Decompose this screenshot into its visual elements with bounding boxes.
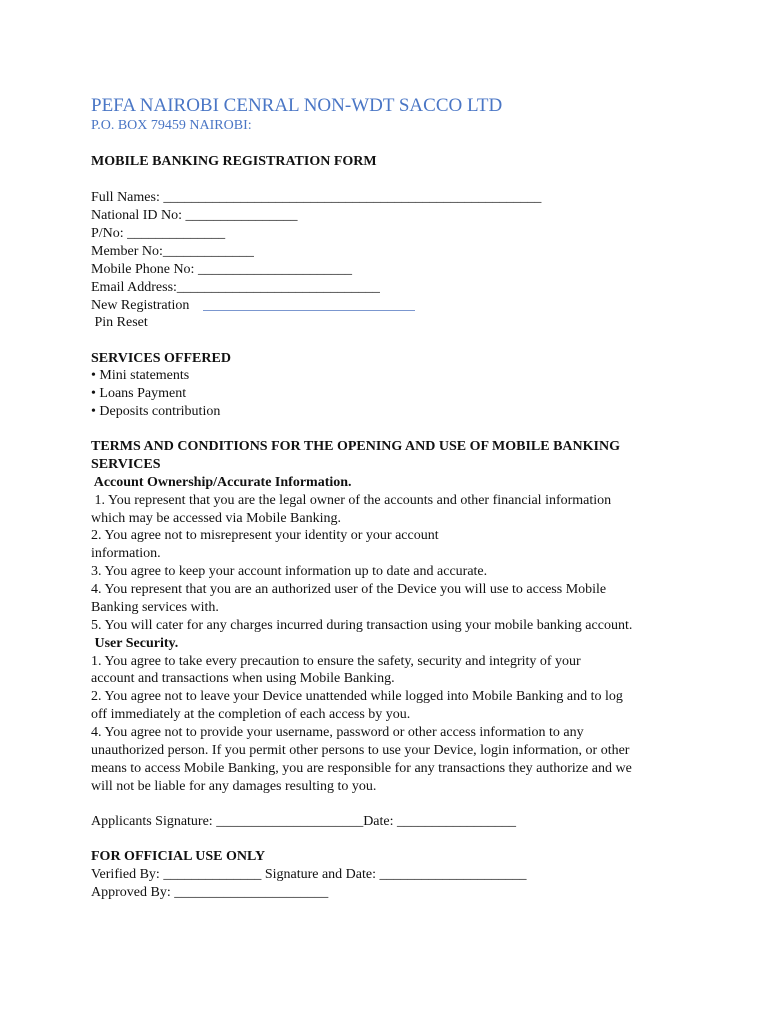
- organization-name: PEFA NAIROBI CENRAL NON-WDT SACCO LTD: [91, 95, 503, 116]
- verified-by-line[interactable]: Verified By: ______________ Signature and Date: _____________________: [91, 867, 527, 882]
- terms-line: means to access Mobile Banking, you are responsible for any transactions they authorize and we: [91, 761, 632, 776]
- new-registration-line: [203, 310, 415, 311]
- terms-line: 1. You agree to take every precaution to ensure the safety, security and integrity of your: [91, 654, 581, 669]
- terms-line: 2. You agree not to leave your Device unattended while logged into Mobile Banking and to log: [91, 689, 623, 704]
- form-title: MOBILE BANKING REGISTRATION FORM: [91, 154, 377, 169]
- terms-heading: TERMS AND CONDITIONS FOR THE OPENING AND USE OF MOBILE BANKING: [91, 439, 620, 454]
- bullet-icon: •: [91, 386, 100, 401]
- terms-line: unauthorized person. If you permit other persons to use your Device, login information, or other: [91, 743, 630, 758]
- full-names-field[interactable]: Full Names: ______________________________________________________: [91, 190, 542, 205]
- terms-line: account and transactions when using Mobile Banking.: [91, 671, 395, 686]
- approved-by-line[interactable]: Approved By: ______________________: [91, 885, 329, 900]
- terms-line: Banking services with.: [91, 600, 219, 615]
- terms-line: 2. You agree not to misrepresent your identity or your account: [91, 528, 439, 543]
- services-heading: SERVICES OFFERED: [91, 351, 231, 366]
- applicant-signature-line[interactable]: Applicants Signature: _____________________Date: _________________: [91, 814, 517, 829]
- user-security-heading: User Security.: [91, 636, 179, 651]
- service-item: • Deposits contribution: [91, 404, 221, 419]
- pno-field[interactable]: P/No: ______________: [91, 226, 226, 241]
- terms-line: 5. You will cater for any charges incurred during transaction using your mobile banking account.: [91, 618, 633, 633]
- pin-reset-option[interactable]: Pin Reset: [91, 315, 148, 330]
- terms-line: 4. You represent that you are an authorized user of the Device you will use to access Mobile: [91, 582, 607, 597]
- official-use-heading: FOR OFFICIAL USE ONLY: [91, 849, 266, 864]
- terms-heading-cont: SERVICES: [91, 457, 161, 472]
- account-ownership-heading: Account Ownership/Accurate Information.: [91, 475, 352, 490]
- email-address-field[interactable]: Email Address:_____________________________: [91, 280, 380, 295]
- bullet-icon: •: [91, 368, 100, 383]
- terms-line: 1. You represent that you are the legal owner of the accounts and other financial information: [91, 493, 612, 508]
- mobile-phone-field[interactable]: Mobile Phone No: ______________________: [91, 262, 352, 277]
- new-registration-option[interactable]: New Registration: [91, 298, 190, 313]
- service-item: • Mini statements: [91, 368, 190, 383]
- terms-line: which may be accessed via Mobile Banking.: [91, 511, 341, 526]
- organization-address: P.O. BOX 79459 NAIROBI:: [91, 118, 252, 133]
- terms-line: 4. You agree not to provide your username, password or other access information to any: [91, 725, 584, 740]
- bullet-icon: •: [91, 404, 100, 419]
- service-item: • Loans Payment: [91, 386, 187, 401]
- member-no-field[interactable]: Member No:_____________: [91, 244, 254, 259]
- terms-line: information.: [91, 546, 161, 561]
- national-id-field[interactable]: National ID No: ________________: [91, 208, 298, 223]
- terms-line: 3. You agree to keep your account information up to date and accurate.: [91, 564, 488, 579]
- terms-line: will not be liable for any damages resulting to you.: [91, 779, 377, 794]
- terms-line: off immediately at the completion of each access by you.: [91, 707, 411, 722]
